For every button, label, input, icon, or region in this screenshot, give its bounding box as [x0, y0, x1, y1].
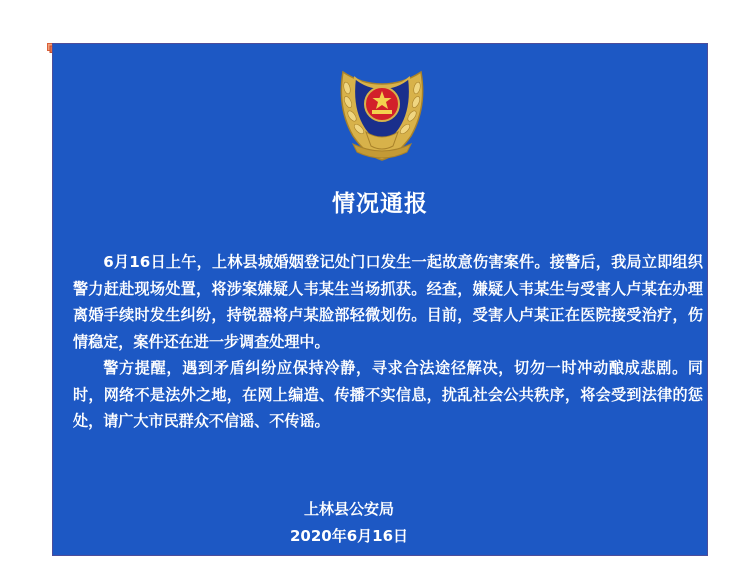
- issue-date: 2020年6月16日: [289, 527, 409, 545]
- police-emblem-icon: [333, 58, 431, 162]
- notice-body: [73, 249, 703, 435]
- notice-title: 情况通报: [332, 191, 428, 217]
- notice-paragraph: 警方提醒，遇到矛盾纠纷应保持冷静，寻求合法途径解决，切勿一时冲动酿成悲剧。同时，网络不是法外之地，在网上编造、传播不实信息，扰乱社会公共秩序，将会受到法律的惩处，请广大市民群众不信谣、不传谣。: [73, 359, 703, 430]
- issuer-name: 上林县公安局: [303, 500, 394, 518]
- notice-card: [52, 43, 708, 556]
- notice-paragraph: 6月16日上午，上林县城婚姻登记处门口发生一起故意伤害案件。接警后，我局立即组织警力赶赴现场处置，将涉案嫌疑人韦某生当场抓获。经查，嫌疑人韦某生与受害人卢某在办理离婚手续时发生纠纷，持锐器将卢某脸部轻微划伤。目前，受害人卢某正在医院接受治疗，伤情稳定，案件还在进一步调查处理中。: [73, 253, 703, 351]
